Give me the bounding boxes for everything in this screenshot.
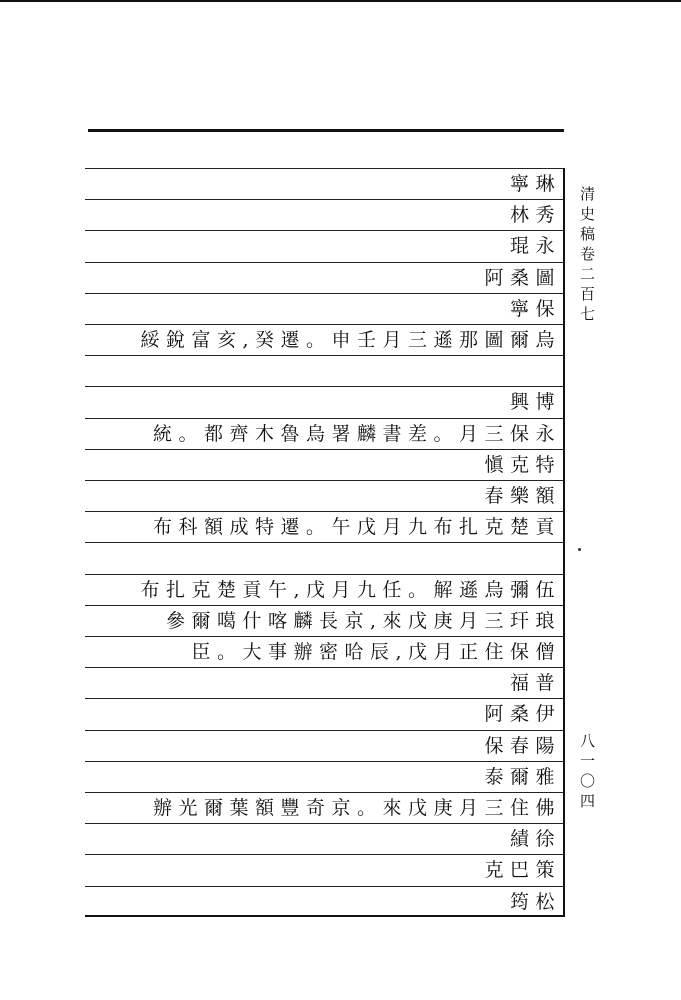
table-right-rule (563, 168, 565, 917)
table-row: 保春陽 (484, 734, 561, 757)
header-rule (88, 129, 564, 132)
table-row: 參爾噶什喀麟長京,來戊庚月三玕琅 (165, 609, 561, 632)
row-rule (85, 199, 565, 200)
row-rule (85, 168, 565, 169)
table-row: 泰爾雅 (484, 765, 561, 788)
row-rule (85, 792, 565, 793)
row-rule (85, 636, 565, 637)
table-row: 辦光爾葉額豐奇京。來戊庚月三住佛 (152, 797, 561, 819)
table-row: 寧琳 (509, 173, 561, 195)
row-rule (85, 698, 565, 699)
row-rule (85, 761, 565, 762)
register-table (85, 168, 565, 918)
table-row: 愼克特 (484, 453, 561, 476)
row-rule (85, 324, 565, 325)
table-row: 綏銳富亥,癸遷。申壬月三遜那圖爾烏 (140, 329, 561, 351)
table-row: 克巴策 (484, 859, 561, 882)
page-top-border (0, 0, 681, 2)
row-rule (85, 542, 565, 543)
table-row: 績徐 (509, 828, 561, 851)
page-number: 八一〇四 (578, 733, 596, 813)
table-row: 臣。大事辦密哈辰,戊月正住保僧 (191, 641, 561, 663)
table-row: 筠松 (509, 890, 561, 913)
row-rule (85, 449, 565, 450)
row-rule (85, 886, 565, 887)
row-rule (85, 605, 565, 606)
table-row: 琨永 (509, 235, 561, 258)
row-rule (85, 823, 565, 824)
table-row: 寧保 (509, 297, 561, 320)
row-rule (85, 667, 565, 668)
row-rule (85, 262, 565, 263)
table-row: 興博 (509, 391, 561, 414)
row-rule (85, 511, 565, 512)
table-row: 林秀 (509, 204, 561, 227)
margin-dot (578, 548, 581, 551)
row-rule (85, 418, 565, 419)
table-row: 春樂額 (484, 485, 561, 507)
side-title: 清史稿卷二百七 (578, 186, 596, 326)
row-rule (85, 574, 565, 575)
table-row: 阿桑圖 (484, 266, 561, 289)
row-rule (85, 854, 565, 855)
row-rule (85, 730, 565, 731)
table-row: 布科額成特遷。午戊月九布扎克楚貢 (152, 516, 561, 539)
table-row: 統。都齊木魯烏署麟書差。月三保永 (152, 422, 561, 445)
row-rule (85, 230, 565, 231)
row-rule (85, 355, 565, 356)
row-rule (85, 386, 565, 387)
table-row: 福普 (509, 672, 561, 695)
table-bottom-rule (85, 915, 565, 917)
table-row: 布扎克楚貢午,戊月九任。解遜烏彌伍 (140, 578, 561, 601)
row-rule (85, 293, 565, 294)
table-row: 阿桑伊 (484, 703, 561, 726)
row-rule (85, 480, 565, 481)
